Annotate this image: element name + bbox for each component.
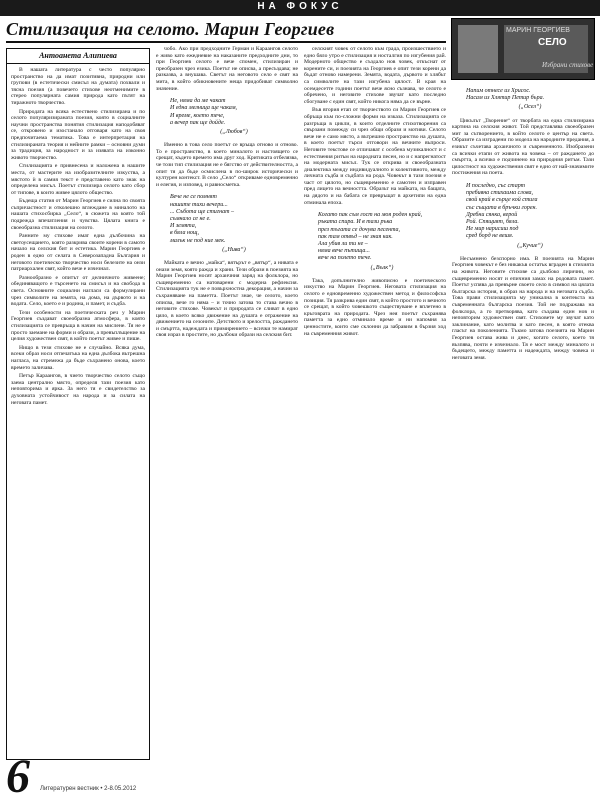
poem-source: („Осел“) xyxy=(518,104,542,111)
poem-line: в бяла нощ, xyxy=(170,230,199,237)
cover-author: МАРИН ГЕОРГИЕВ xyxy=(506,27,570,34)
poem-line: Не, няма да ме чакат xyxy=(170,98,226,105)
cover-photo xyxy=(458,25,498,73)
poem-line: Дребни сянка, верой xyxy=(466,211,518,218)
section-label: НА ФОКУС xyxy=(257,1,343,12)
article-headline xyxy=(6,19,446,43)
column-1 xyxy=(6,48,150,760)
paragraph: Нищо в тези стихове не е случайно. Всяка дума, всеки образ носи отпечатъка на една дълбока вътрешна нагласа, на стремежа да бъде съхранено онова, което времето заличава. xyxy=(11,344,145,371)
poem-line: Вече не се помнят xyxy=(170,194,217,201)
poem-line: съмнало се не е. xyxy=(170,215,211,222)
poem-line: няма вече пътища... xyxy=(318,248,370,255)
poem-excerpt xyxy=(170,98,298,136)
poem-line: Когато пак съм гост на моя роден край, xyxy=(318,212,423,219)
poem-excerpt xyxy=(466,183,594,250)
poem-line: Насам из Хлятир Петир бъра. xyxy=(466,95,545,102)
paragraph: чобо. Ако при предходните Герман и Караангов селото е живо като ежедневие на наказаните предходните дни, то при Георгиев селото е вече спомен, стилизиран и преобразен чрез езика. Поетът не описва, а пресъздава; не разказва, а внушава. Светът на неговото село е свят на мита, в който обикновените неща придобиват символно значение. xyxy=(156,46,298,92)
paragraph: Така, допълнително живописно е поетическото изкуство на Марин Георгиев. Неговата стилизация на селото е едновременно художествен метод и философска позиция. Тя разкрива един свят, в който простото и вечното се срещат, в който човешкото съществуване е вплетено в кръговрата на природата. Чрез нея поетът съхранява паметта за едно отминало време и ни напомня за ценностите, които сме склонни да забравим в бързия ход на съвременния живот. xyxy=(304,277,446,337)
poem-line: а вечер пак ще дойде. xyxy=(170,119,226,126)
book-cover-image xyxy=(451,18,595,80)
paragraph: селският човек от селото към града, произшествието и едно бяло утро е стилизация и носталгия по изгубения рай. Модерното общество е създало нов човек, откъснат от корените си, и поезията на Георгиев е опит тези корени да бъдат отново намерени. Земята, водата, дървото и хлябът са символите на тази изгубена цялост. В края на осемдесетте години поетът вече ясно съзнава, че селото е обречено, и неговите стихове звучат като последно сбогуване с един свят, който никога няма да се върне. xyxy=(304,46,446,105)
poem-line: И време, което тече, xyxy=(170,112,225,119)
footer-credit: Литературен вестник • 2-8.05.2012 xyxy=(40,786,137,792)
paragraph: Разнообразно е опитът от делничното живеене; обединяващото е търсенето на смисъл и на свобода в света. Основните социални нагласи са формулирани чрез символите на земята, на дома, на дървото и на водата. Село, което е и родина, и памет, и съдба. xyxy=(11,274,145,308)
poem-line: малък не под ние мек. xyxy=(170,237,226,244)
paragraph: Ранните му стихове имат една дълбочина на светоусещането, която разкрива своите корени в самото начало на селския бит и естетика. Марин Георгиев е роден в едно от селата в Северозападна България и неговото поетическо творчество носи белезите на онзи патриархален свят, който вече е изчезнал. xyxy=(11,233,145,273)
paragraph: Цикълът „Творение“ от творбата на една стилизирана картина на селския живот. Той представлява своеобразен мит за сътворението, в който селото е център на света. Образите са изградени по модела на народните предания, а езикът съчетава архаичното и съвременното. Изобразени са всички етапи от живота на човека – от раждането до смъртта, а всичко е подчинено на природния ритъм. Тази цялостност на художествения свят е едно от най-значимите постижения на поета. xyxy=(452,117,594,177)
paragraph: Тези особености на поетическата реч у Марин Георгиев създават своеобразна атмосфера, в която стилизацията се превръща в начин на мислене. Тя не е просто заемане на форми и образи, а превъплъщение на целия художествен свят, в който поетът живее и пише. xyxy=(11,309,145,343)
poem-line: със същата в бръчки горен. xyxy=(466,204,538,211)
poem-line: И последно, със старт xyxy=(466,182,525,189)
headline-text: Стилизация на селото. Марин Георгиев xyxy=(6,19,335,39)
poem-excerpt xyxy=(466,88,594,112)
poem-line: ръката спира. И в тази ръка xyxy=(318,219,393,226)
poem-source: („Любов“) xyxy=(220,128,248,135)
poem-line: И една мелница ще чакам, xyxy=(170,105,238,112)
poem-line: Ала убив ли ти не – xyxy=(318,241,368,248)
cover-title: СЕЛО xyxy=(538,37,567,48)
paragraph: Бъдеща статия от Марин Георгиев е силна по своята съпричастност и отколешно вглеждане в миналото на нашата стихосбирка „Село“, в сюжета на която той подрежда впечатления и чувства. Цялата книга е своеобразна стилизация на селото. xyxy=(11,198,145,231)
paragraph: Природата на всяка естествено стилизирана и по селото популяризираната поезия, която в социалните научни пространства понятия стилизация наподобяват се, откровено и изостанало отговаря като на своя предпочитаема тематика. Това е интерпретация на стилизираната теория и нейните рамки – основни думи за традиция, за народност и за изявата на изконно живото творчество. xyxy=(11,108,145,161)
poem-line: през тъгата се дочува песента, xyxy=(318,226,401,233)
poem-source: („Кучие“) xyxy=(517,242,543,249)
paragraph: Стилизацията е привнесена и наложена в нашите места, от мастерите на изобразителните изкуства, а мястото ѝ в самия текст е представено като знак на определена мисъл. Поетът стилизира селото като сбор от типове, в които живее цялото общество. xyxy=(11,163,145,196)
column-2 xyxy=(156,46,298,782)
column-3 xyxy=(304,46,446,782)
paragraph: Във втория етап от творчеството си Марин Георгиев се обръща към по-сложни форми на изказа. Стилизацията се разгръща в цикли, в които отделните стихотворения са свързани помежду си чрез общи образи и мотиви. Селото вече не е само място, а вътрешно пространство на душата, в което поетът търси отговори на вечните въпроси. Неговите текстове се отличават с особена музикалност и с естествения ритъм на народната песен, но и с напрегнатост на модерната мисъл. Тук се открива и своеобразната диалектика между индивидуалното и колективното, между личната съдба и съдбата на рода. Човекът в тази поезия е част от цялото, но същевременно е самотен и изправен пред лицето на вечността. Образът на майката, на бащата, на дядото и на бабата се превръщат в архетипи на една отминала епоха. xyxy=(304,107,446,206)
poem-line: пребивна стихаима слова, xyxy=(466,190,534,197)
poem-line: Рой. Спящият, бяла. xyxy=(466,218,519,225)
poem-line: ... Събота ще стигнат – xyxy=(170,208,234,215)
paragraph: В нашата литература с често популярно пространство на да имат позитивна, природни или групови (в естетически смисъл на думата) похвали и тясна поезия (а повечето стихове неотменимите в стерео популярната самия природа като пътят на тиражното творчество. xyxy=(11,67,145,106)
poem-source: („Нива“) xyxy=(222,246,246,253)
poem-excerpt xyxy=(170,194,298,254)
paragraph: Несъмнено безспорно има. В поезията на Марин Георгиев човекът е без никакъв остатък вграден в стихията на живота. Неговите стихове са дълбоко лирични, но същевременно носят и епичния замах на родовата памет. Поетът успява да превърне своето село в символ на цялата българска история, в образ на народа и на неговата съдба. Това прави стилизацията му уникална в контекста на съвременната българска поезия. Той не подражава на фолклора, а го претворява, като създава един нов и неповторим художествен свят. Стиховете му звучат като заклинание, като молитва и като песен, в която отеква гласът на поколенията. Тъкмо затова поезията на Марин Георгиев остава жива и днес, когато селото, което тя възпява, почти е изчезнало. Тя е мост между миналото и бъдещето, между паметта и надеждата, между човека и неговата земя. xyxy=(452,255,594,361)
paragraph: Именно в това село поетът се връща отново и отново. То е пространство, в което миналото и настоящето се срещат, където времето има друг ход. Критиката отбелязва, че този тип стилизация не е бягство от действителността, а опит тя да бъде осмислена в по-широк исторически и културен контекст. В село „Село“ откриваме едновременно и елегия, и изповед, и равносметка. xyxy=(156,142,298,188)
cover-subtitle: Избрани стихове xyxy=(542,61,594,69)
poem-source: („Вълк“) xyxy=(370,264,394,271)
poem-line: пак там отвъд – не зная как. xyxy=(318,233,393,240)
poem-line: вече на полето тече. xyxy=(318,255,372,262)
poem-line: И земята, xyxy=(170,223,197,230)
section-banner xyxy=(0,0,600,16)
poem-excerpt xyxy=(318,212,446,272)
poem-line: Не мир нарисиш под xyxy=(466,226,519,233)
poem-line: свой край в сърце кой стига xyxy=(466,197,538,204)
column-4 xyxy=(452,82,594,782)
paragraph: Петър Караангов, в чието творчество селото също заема централно място, определя тази поезия като неповторима и ярка. За него тя е свидетелство за духовната устойчивост на народа и за силата на неговата памет. xyxy=(11,373,145,406)
page-number: 6 xyxy=(6,750,30,803)
paragraph: Майката е вечно „майка“, вятърът е „вятър“, а нивата е онази земя, която ражда и храни. Тези образи в поезията на Марин Георгиев носят архаичния заряд на фолклора, но същевременно са натоварени с модерна рефлексия. Стилизацията тук не е повърхностна декорация, а начин за съхраняване на паметта. Поетът знае, че селото, което описва, вече го няма – и точно затова то става вечно в неговите стихове. Човекът и природата се сливат в едно цяло, в което всяко движение на душата е отражение на движението на сезоните. Детството и зрелостта, раждането и смъртта, надеждата и примирението – всички те намират своя израз в простите, но дълбоки образи на селския бит. xyxy=(156,259,298,339)
byline: Антоанета Алипиева xyxy=(7,49,149,64)
poem-line: Напим отнесе из Хрисос. xyxy=(466,88,531,94)
poem-line: сред борд не вешя. xyxy=(466,233,514,240)
poem-line: нашите тихи вечери... xyxy=(170,201,228,208)
